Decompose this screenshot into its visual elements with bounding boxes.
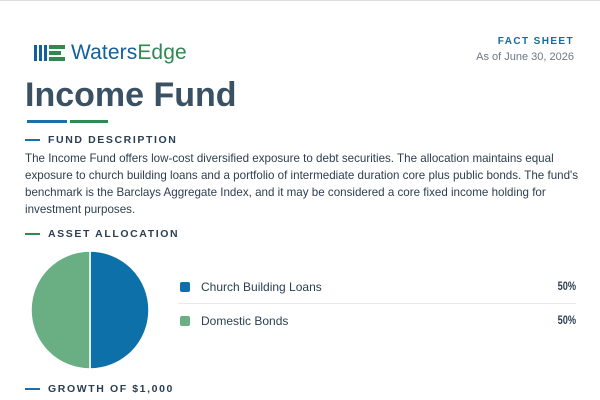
fund-description-heading xyxy=(25,134,177,146)
fact-sheet-info xyxy=(476,36,574,63)
fund-description-text: The Income Fund offers low-cost diversified exposure to debt securities. The allocation maintains equal exposure to church building loans and a portfolio of intermediate duration core plus public bonds. The fund's benchmark is the Barclays Aggregate Index, and it may be considered a core fixed income holding for investment purposes. xyxy=(25,152,579,216)
title-underline-green xyxy=(70,120,108,123)
pie-slice-domestic-bonds xyxy=(31,251,90,369)
logo-wordmark-edge: Edge xyxy=(137,41,187,64)
logo-wordmark xyxy=(71,41,187,65)
allocation-label: Domestic Bonds xyxy=(201,314,289,328)
asset-allocation-pie-chart xyxy=(30,250,150,370)
pie-slice-church-building-loans xyxy=(90,251,149,369)
logo-wordmark-waters: Waters xyxy=(71,41,138,64)
watersedge-logo-icon xyxy=(34,44,66,62)
title-underline-blue xyxy=(27,120,67,123)
growth-heading xyxy=(25,383,174,395)
section-dash xyxy=(25,388,40,390)
legend-swatch xyxy=(180,316,190,326)
as-of-date: As of June 30, 2026 xyxy=(476,51,574,63)
allocation-percent: 50% xyxy=(557,315,576,327)
legend-swatch xyxy=(180,282,190,292)
top-divider xyxy=(0,0,600,1)
section-dash xyxy=(25,139,40,141)
fund-description-heading-label: FUND DESCRIPTION xyxy=(48,134,178,146)
allocation-percent: 50% xyxy=(557,280,576,293)
allocation-label: Church Building Loans xyxy=(201,279,322,294)
page-title: Income Fund xyxy=(25,76,237,114)
section-dash xyxy=(25,233,40,235)
asset-allocation-legend xyxy=(178,270,576,338)
growth-heading-label: GROWTH OF $1,000 xyxy=(48,383,174,395)
watersedge-logo[interactable] xyxy=(34,41,187,65)
asset-allocation-heading-label: ASSET ALLOCATION xyxy=(48,228,180,240)
asset-allocation-heading xyxy=(25,228,179,240)
allocation-row xyxy=(178,270,576,304)
allocation-row xyxy=(178,304,576,338)
fact-sheet-label: FACT SHEET xyxy=(497,36,574,47)
